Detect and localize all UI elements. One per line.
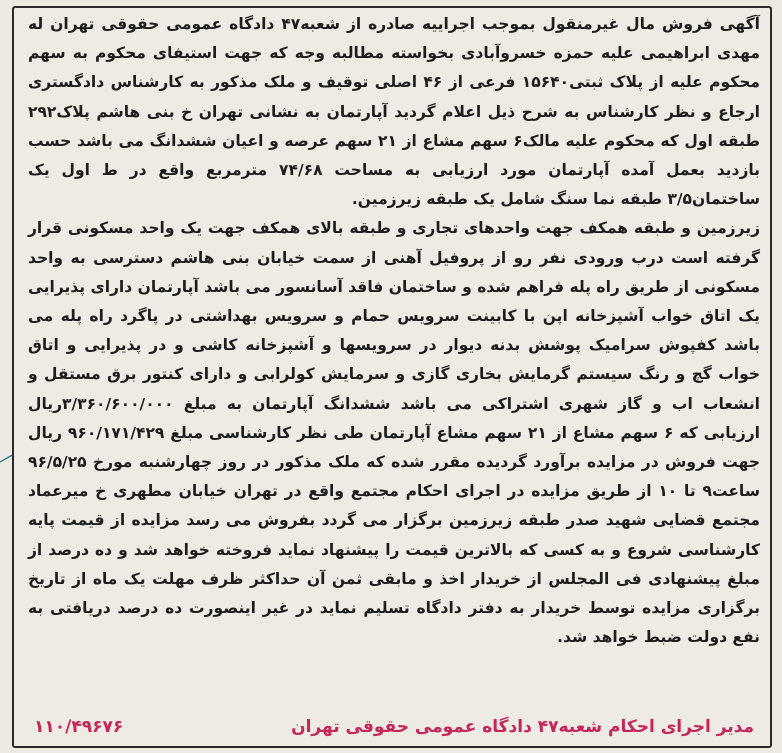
notice-paragraph-2: زیرزمین و طبقه همکف جهت واحدهای تجاری و طبقه بالای همکف جهت یک واحد مسکونی قرار گرفته است درب ورودی نفر رو از پروفیل آهنی از سمت خیابان بنی هاشم دسترسی به واحد مسکونی از طریق راه پله فراهم شده و ساختمان فاقد آسانسور می باشد آپارتمان دارای پذیرایی یک اتاق خواب آشپزخانه اپن با کابینت سرویس حمام و سرویس بهداشتی در پاگرد راه پله می باشد کفپوش سرامیک پوشش بدنه دیوار در سرویسها و آشپزخانه کاشی و در پذیرایی و اتاق خواب گچ و رنگ سیستم گرمایش بخاری گازی و سرمایش کولرابی و دارای کنتور برق مستقل و انشعاب اب و گاز شهری اشتراکی می باشد ششدانگ آپارتمان به مبلغ ۳/۳۶۰/۶۰۰/۰۰۰ریال ارزیابی که ۶ سهم مشاع از ۲۱ سهم مشاع آپارتمان طی نظر کارشناسی مبلغ ۹۶۰/۱۷۱/۴۲۹ ریال جهت فروش در مزایده برآورد گردیده مقرر شده که ملک مذکور در روز چهارشنبه مورخ ۹۶/۵/۲۵ ساعت۹ تا ۱۰ از طریق مزایده در اجرای احکام مجتمع واقع در تهران خیابان مطهری خ میرعماد مجتمع قضایی شهید صدر طبقه زیرزمین برگزار می گردد بفروش می رسد مزایده از قیمت پایه کارشناسی شروع و به کسی که بالاترین قیمت را پیشنهاد نماید فروخته خواهد شد و ده درصد از مبلغ پیشنهادی فی المجلس از خریدار اخذ و مابقی ثمن آن حداکثر ظرف مهلت یک ماه از تاریخ برگزاری مزایده توسط خریدار به دفتر دادگاه تسلیم نماید در غیر اینصورت ده درصد دریافتی به نفع دولت ضبط خواهد شد. (28, 219, 760, 647)
notice-paragraph-1: آگهی فروش مال غیرمنقول بموجب اجراییه صادره از شعبه۴۷ دادگاه عمومی حقوقی تهران له مهدی ابراهیمی علیه حمزه خسروآبادی بخواسته مطالبه وجه که جهت استیفای محکوم به سهم محکوم علیه از پلاک ثبتی۱۵۶۴۰ فرعی از ۴۶ اصلی توقیف و ملک مذکور به کارشناس دادگستری ارجاع و نظر کارشناس به شرح ذیل اعلام گردید آپارتمان به نشانی تهران خ بنی هاشم پلاک۲۹۲ طبقه اول که محکوم علیه مالک۶ سهم مشاع از ۲۱ سهم عرصه و اعیان ششدانگ می باشد حسب بازدید بعمل آمده آپارتمان مورد ارزیابی به مساحت ۷۴/۶۸ مترمربع واقع در ط اول یک ساختمان۳/۵ طبقه نما سنگ شامل یک طبقه زیرزمین. (28, 15, 761, 209)
notice-footer (34, 712, 754, 742)
signature-line: مدیر اجرای احکام شعبه۴۷ دادگاه عمومی حقوقی تهران (291, 717, 754, 737)
notice-frame (12, 6, 772, 748)
notice-code: ۱۱۰/۴۹۶۷۶ (34, 717, 124, 737)
notice-body (28, 10, 760, 652)
